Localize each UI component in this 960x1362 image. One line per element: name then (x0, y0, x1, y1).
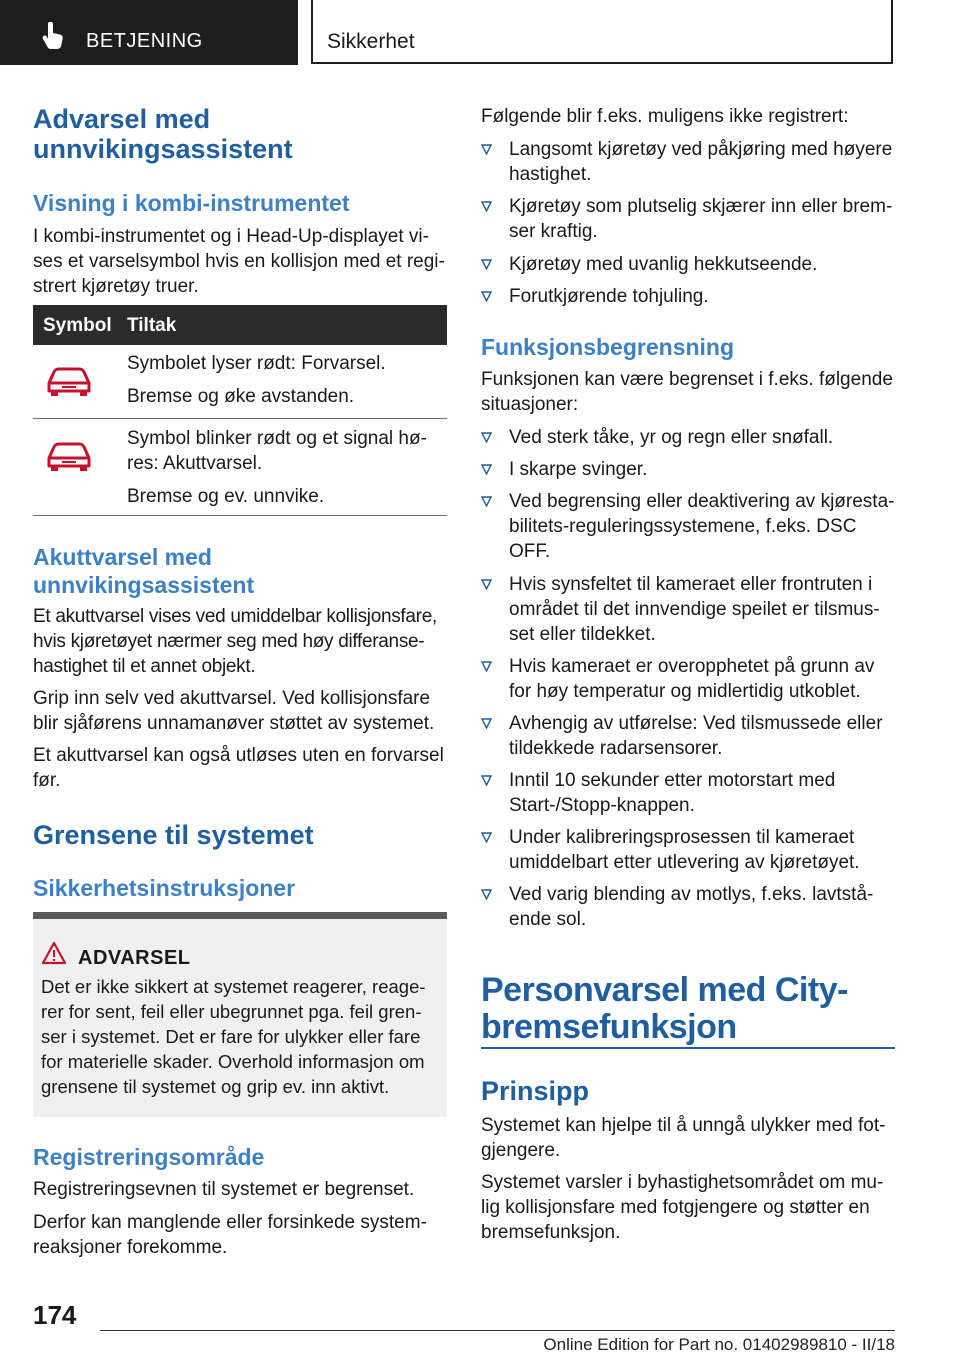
section-tab (0, 0, 298, 65)
heading-range: Registreringsområde (33, 1144, 265, 1170)
bullet-triangle-icon (481, 144, 492, 155)
list-item-text: Ved sterk tåke, yr og regn eller snøfall. (509, 427, 834, 448)
heading-divider (481, 1047, 895, 1049)
warning-triangle-icon (41, 941, 67, 965)
list-item-text: Langsomt kjøretøy ved påkjøring med høyere hastighet. (509, 139, 893, 185)
heading-warning: Advarsel med unnvikingsassistent (33, 104, 293, 164)
heading-display: Visning i kombi-instrumentet (33, 190, 350, 216)
bullet-triangle-icon (481, 832, 492, 843)
car-warning-icon (45, 438, 93, 474)
bullet-triangle-icon (481, 464, 492, 475)
bullet-triangle-icon (481, 661, 492, 672)
paragraph-acute-2: Grip inn selv ved akuttvarsel. Ved kollisjonsfare blir sjåførens unnamanøver støttet av systemet. (33, 688, 435, 734)
bullet-triangle-icon (481, 775, 492, 786)
bullet-triangle-icon (481, 432, 492, 443)
table-row (33, 418, 447, 516)
bullet-triangle-icon (481, 259, 492, 270)
paragraph-function-limits: Funksjonen kan være begrenset i f.eks. følgende situasjoner: (481, 369, 893, 415)
heading-acute: Akuttvarsel med unnvikingsassistent (33, 544, 255, 598)
subsection-tab (311, 0, 893, 64)
paragraph-range-1: Registreringsevnen til systemet er begrenset. (33, 1179, 415, 1200)
paragraph-principle-1: Systemet kan hjelpe til å unngå ulykker med fot-gjengere. (481, 1115, 886, 1161)
paragraph-range-2: Derfor kan manglende eller forsinkede system-reaksjoner forekomme. (33, 1212, 427, 1258)
table-header-symbol: Symbol (43, 315, 112, 336)
list-item-text: Under kalibreringsprosessen til kameraet umiddelbart etter utlevering av kjøretøyet. (509, 827, 860, 873)
list-item-text: Inntil 10 sekunder etter motorstart med Start-/Stopp-knappen. (509, 770, 836, 816)
paragraph-display: I kombi-instrumentet og i Head-Up-displayet vi-ses et varselsymbol hvis en kollisjon med et regi-strert kjøretøy truer. (33, 226, 445, 297)
footer-divider (100, 1330, 895, 1331)
table-cell-text: Symbolet lyser rødt: Forvarsel. (127, 353, 386, 374)
paragraph-acute-3: Et akuttvarsel kan også utløses uten en forvarsel før. (33, 745, 444, 791)
warning-text: Det er ikke sikkert at systemet reagerer, reage-rer for sent, feil eller ubegrunnet pga. feil gren-ser i systemet. Det er fare for ulykker eller fare for materielle skader. Overhold informasjon om grensene til systemet og grip ev. inn aktivt. (41, 976, 426, 1097)
car-warning-icon (45, 363, 93, 399)
warning-title: ADVARSEL (78, 947, 191, 969)
paragraph-acute-1: Et akuttvarsel vises ved umiddelbar kollisjonsfare, hvis kjøretøyet nærmer seg med høy differanse-hastighet til et annet objekt. (33, 606, 437, 677)
bullet-triangle-icon (481, 889, 492, 900)
page-number: 174 (33, 1300, 77, 1330)
list-item-text: Ved varig blending av motlys, f.eks. lavtstå-ende sol. (509, 884, 874, 930)
list-item-text: Ved begrensing eller deaktivering av kjøresta-bilitets-reguleringssystemene, f.eks. DSC OFF. (509, 491, 895, 562)
bullet-triangle-icon (481, 201, 492, 212)
list-item-text: I skarpe svinger. (509, 459, 648, 480)
paragraph-intro: Følgende blir f.eks. muligens ikke registrert: (481, 106, 849, 127)
list-item-text: Hvis kameraet er overopphetet på grunn av for høy temperatur og midlertidig utkoblet. (509, 656, 875, 702)
paragraph-principle-2: Systemet varsler i byhastighetsområdet om mu-lig kollisjonsfare med fotgjengere og støtter en bremsefunksjon. (481, 1172, 884, 1243)
table-header (33, 305, 447, 345)
bullet-triangle-icon (481, 291, 492, 302)
bullet-triangle-icon (481, 579, 492, 590)
table-cell-text: Bremse og øke avstanden. (127, 386, 355, 407)
table-header-action: Tiltak (127, 315, 177, 336)
heading-person-warning: Personvarsel med City-bremsefunksjon (481, 971, 848, 1046)
bullet-triangle-icon (481, 718, 492, 729)
warning-box (33, 912, 447, 1117)
table-cell-text: Symbol blinker rødt og et signal hø-res: Akuttvarsel. (127, 428, 427, 474)
subsection-title: Sikkerhet (327, 30, 415, 53)
section-title: BETJENING (86, 30, 203, 52)
table-row (33, 345, 447, 419)
list-item-text: Kjøretøy med uvanlig hekkutseende. (509, 254, 818, 275)
heading-principle: Prinsipp (481, 1076, 590, 1106)
list-item-text: Avhengig av utførelse: Ved tilsmussede eller tildekkede radarsensorer. (509, 713, 883, 759)
bullet-triangle-icon (481, 496, 492, 507)
heading-function-limits: Funksjonsbegrensning (481, 334, 735, 360)
list-item-text: Hvis synsfeltet til kameraet eller frontruten i området til det innvendige speilet er tilsmus-set eller tildekket. (509, 574, 880, 645)
list-item-text: Kjøretøy som plutselig skjærer inn eller brem-ser kraftig. (509, 196, 893, 242)
heading-safety: Sikkerhetsinstruksjoner (33, 875, 296, 901)
footer-edition: Online Edition for Part no. 01402989810 - II/18 (543, 1335, 895, 1354)
pointing-hand-icon (40, 22, 66, 50)
table-cell-text: Bremse og ev. unnvike. (127, 486, 325, 507)
list-item-text: Forutkjørende tohjuling. (509, 286, 709, 307)
heading-limits: Grensene til systemet (33, 820, 314, 850)
